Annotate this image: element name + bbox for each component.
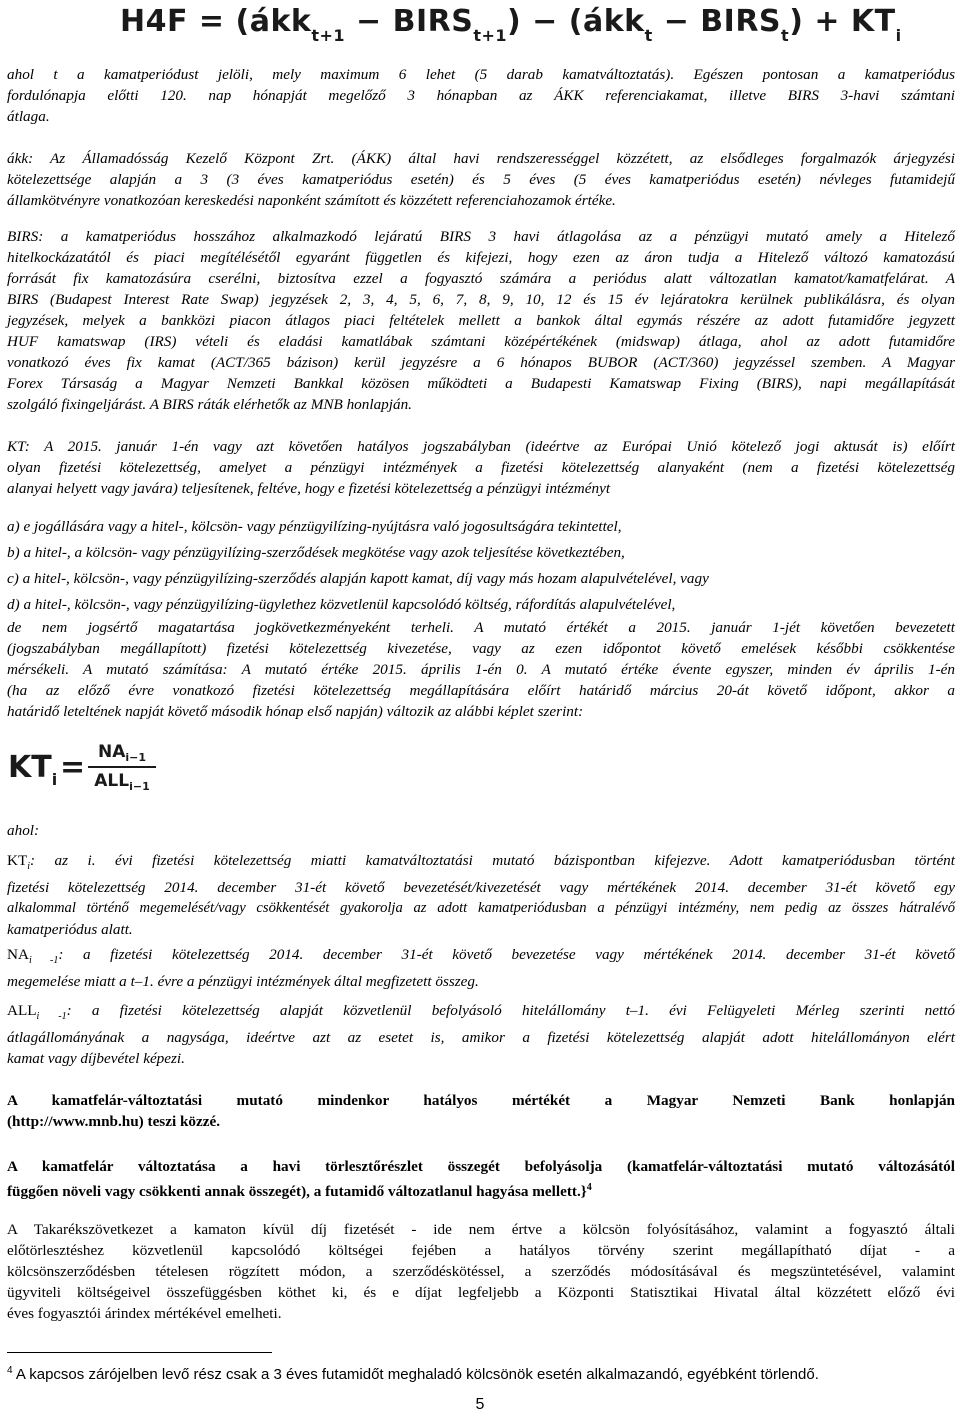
page-number: 5 xyxy=(475,1396,485,1413)
term-subscript: i -1 xyxy=(36,1011,67,1023)
all-definition xyxy=(7,1000,955,1069)
text-line: határidő leteltének napját követő második hónap első napján) változik az alábbi képlet szerint: xyxy=(7,703,584,720)
fee-paragraph xyxy=(7,1219,955,1324)
text-line: kamatperiódus alatt. xyxy=(7,921,133,939)
condition-list xyxy=(7,514,955,618)
text-line: kötelezettsége alapján a 3 (3 éves kamatperiódus esetén) és 5 éves (5 éves kamatperiódus esetén) névleges futamidejű xyxy=(7,171,955,188)
term-subscript: i -1 xyxy=(28,955,59,967)
formula-subscript: t+1 xyxy=(311,26,346,45)
text-line: (jogszabályban megállapított) fizetési kötelezettség kivezetése, vagy az ezen időpontot követő emelések későbbi csökkentése xyxy=(7,640,955,657)
text-line xyxy=(7,1000,955,1027)
formula-subscript: t xyxy=(644,26,653,45)
formula-part: − BIRS xyxy=(652,4,782,39)
text-line: jegyzések, melyek a bankközi piacon átlagos piaci feltételek mellett a bankok által egymás részére az adott futamidőre jegyzett xyxy=(7,312,955,329)
text-line: (http://www.mnb.hu) teszi közzé. xyxy=(7,1113,221,1130)
term-label: KT xyxy=(7,852,28,869)
text-line: forrását fix kamatozásúra cserélni, biztosítva ezzel a fogyasztó számára a periódus alatt változatlan kamatot/kamatfelárat. A xyxy=(7,270,955,287)
text-line: ahol: xyxy=(7,822,40,839)
mutato-paragraph xyxy=(7,617,955,722)
footnote-number: 4 xyxy=(7,1365,13,1376)
footnote-separator xyxy=(7,1352,272,1353)
text-line: átlagállományának a nagysága, ideértve azt az esetet is, amikor a fizetési kötelezettség alapját adott hitelállományon elért xyxy=(7,1029,955,1047)
formula-subscript: i−1 xyxy=(129,780,150,793)
text-line: szolgáló fixingeljárást. A BIRS ráták elérhetők az MNB honlapján. xyxy=(7,396,412,413)
list-item: a) e jogállására vagy a hitel-, kölcsön- vagy pénzügyilízing-nyújtásra való jogosultságára tekintettel, xyxy=(7,518,622,535)
formula-subscript: i−1 xyxy=(125,751,147,764)
kti-definition xyxy=(7,850,955,940)
text-line: ákk: Az Államadósság Kezelő Központ Zrt. (ÁKK) által havi rendszerességgel közzétett, az elsődleges forgalmazók árjegyzési xyxy=(7,150,955,167)
formula-part: ) + KT xyxy=(789,4,896,39)
intro-paragraph xyxy=(7,64,955,127)
text-line xyxy=(7,850,955,877)
text-line: vonatkozó éves fix kamat (ACT/365 bázison) kerül jegyzésre a 6 hónapos BUBOR (ACT/360) jegyzéssel szemben. A Magyar xyxy=(7,354,955,371)
text-line xyxy=(7,1177,955,1202)
text-line: de nem jogsértő magatartása jogkövetkezményeként terheli. A mutató értékét a 2015. január 1-jét követően bevezetett xyxy=(7,619,955,636)
formula-subscript: i xyxy=(51,770,58,789)
fraction-bar xyxy=(88,766,156,768)
text-line: előtörlesztéshez közvetlenül kapcsolódó költségei fejében a hatályos törvény szerint megállapítható díjat - a xyxy=(7,1242,955,1259)
text-line: BIRS (Budapest Interest Rate Swap) jegyzések 2, 3, 4, 5, 6, 7, 8, 9, 10, 12 és 15 év lejáratokra kerülnek publikálásra, és olyan xyxy=(7,291,955,308)
text-line: KT: A 2015. január 1-én vagy azt követően hatályos jogszabályban (ideértve az Európai Unió kötelező jogi aktusát is) előírt xyxy=(7,438,955,455)
term-label: NA xyxy=(7,946,29,963)
text-line xyxy=(7,944,955,971)
text-line: BIRS: a kamatperiódus hosszához alkalmazkodó lejáratú BIRS 3 havi átlagolása az a pénzügyi mutató amely a Hitelező xyxy=(7,228,955,245)
fraction xyxy=(88,742,156,793)
akk-definition xyxy=(7,148,955,211)
text-line: államkötvényre vonatkozóan kereskedési naponként számított és közzétett referenciahozamok értéke. xyxy=(7,192,616,209)
footnote-text: A kapcsos zárójelben levő rész csak a 3 éves futamidőt meghaladó kölcsönök esetén alkalmazandó, egyébként törlendő. xyxy=(12,1366,819,1383)
birs-definition xyxy=(7,226,955,415)
denominator xyxy=(88,771,156,793)
formula-symbol: ALL xyxy=(94,771,130,791)
list-item: d) a hitel-, kölcsön-, vagy pénzügyilízing-ügylethez közvetlenül kapcsolódó költség, ráfordítás alapulvételével, xyxy=(7,596,676,613)
text-line: kamat vagy díjbevétel képezi. xyxy=(7,1050,185,1068)
mnb-publication-note xyxy=(7,1090,955,1132)
text-line: A kamatfelár változtatása a havi törlesztőrészlet összegét befolyásolja (kamatfelár-változtatási mutató változásától xyxy=(7,1158,955,1175)
term-text: : a fizetési kötelezettség 2014. december 31-ét követő bevezetése vagy mértékének 2014. december 31-ét követő xyxy=(58,946,955,963)
formula-subscript: t xyxy=(781,26,790,45)
text-line: HUF kamatswap (IRS) vételi és eladási kamatlábak számtani középértékének (midswap) átlaga, ahol az adott futamidőre xyxy=(7,333,955,350)
formula-symbol: KT xyxy=(8,750,52,785)
formula-part: ) − (ákk xyxy=(507,4,645,39)
text-line: kölcsönszerződésben tételesen rögzített módon, a szerződéskötéssel, a szerződés módosításával és megszüntetésével, valamint xyxy=(7,1263,955,1280)
text-line: megemelése miatt a t–1. évre a pénzügyi intézmények által megfizetett összeg. xyxy=(7,973,479,991)
formula-lhs: H4F xyxy=(120,4,188,39)
text-line: Forex Társaság a Magyar Nemzeti Bankkal közösen működteti a Budapesti Kamatswap Fixing (BIRS), napi megállapítását xyxy=(7,375,955,392)
list-item: c) a hitel-, kölcsön-, vagy pénzügyilízing-szerződés alapján kapott kamat, díj vagy más hozam alapulvételével, vagy xyxy=(7,570,709,587)
text-line: olyan fizetési kötelezettség, amelyet a pénzügyi intézmények a fizetési kötelezettség alanyaként (nem a fizetési kötelezettség xyxy=(7,459,955,476)
formula-subscript: i xyxy=(895,26,902,45)
formula-part: = (ákk xyxy=(187,4,312,39)
h4f-formula xyxy=(120,4,902,44)
formula-subscript: t+1 xyxy=(473,26,508,45)
text-line: alkalommal történő megemelését/vagy csökkentését gyakorolja az adott kamatperiódusban a pénzügyi intézmény, nem pedig az összes hátralévő xyxy=(7,900,955,917)
text-line: (ha az előző évre vonatkozó fizetési kötelezettség megállapítására előírt határidő március 20-át követő időpont, akkor a xyxy=(7,682,955,699)
formula-part: − BIRS xyxy=(345,4,474,39)
list-item: b) a hitel-, a kölcsön- vagy pénzügyilízing-szerződések megkötése vagy azok teljesítése következtében, xyxy=(7,544,625,561)
term-label: ALL xyxy=(7,1002,37,1019)
installment-effect-note xyxy=(7,1156,955,1202)
equals-sign: = xyxy=(60,750,86,785)
text-line: fordulónapja előtti 120. nap hónapját megelőző 3 hónapban az ÁKK referenciakamat, illetve BIRS 3-havi számtani xyxy=(7,87,955,104)
footnote-marker[interactable]: 4 xyxy=(586,1182,592,1193)
text-line: alanyai helyett vagy javára) teljesítenek, feltéve, hogy e fizetési kötelezettség a pénzügyi intézményt xyxy=(7,480,611,497)
term-text: : az i. évi fizetési kötelezettség miatti kamatváltoztatási mutató bázispontban kifejezve. Adott kamatperiódusban történt xyxy=(30,852,955,869)
formula-symbol: NA xyxy=(97,742,126,762)
text-line: átlaga. xyxy=(7,108,50,125)
text-line: fizetési kötelezettség 2014. december 31-ét követő bevezetését/kivezetését vagy mértékének 2014. december 31-ét követő egy xyxy=(7,879,955,897)
term-text: : a fizetési kötelezettség alapját közvetlenül befolyásoló hitelállomány t–1. évi Felügyeleti Mérleg szerinti nettó xyxy=(66,1002,956,1019)
term-subscript: i xyxy=(27,861,31,873)
text-line: éves fogyasztói árindex mértékével emelheti. xyxy=(7,1305,282,1322)
ahol-label xyxy=(7,820,955,841)
text-segment: függően növeli vagy csökkenti annak összegét), a futamidő változatlanul hagyása mellett.} xyxy=(7,1183,587,1200)
text-line: ahol t a kamatperiódust jelöli, mely maximum 6 lehet (5 darab kamatváltoztatás). Egészen pontosan a kamatperiódus xyxy=(7,66,955,83)
text-line: A kamatfelár-változtatási mutató mindenkor hatályos mértékét a Magyar Nemzeti Bank honlapján xyxy=(7,1092,955,1109)
kt-definition xyxy=(7,436,955,499)
text-line: mérsékeli. A mutató számítása: A mutató értéke 2015. április 1-én 0. A mutató értéke évente egyszer, minden év április 1-én xyxy=(7,661,955,678)
text-line: hitelkockázatától és piaci megítélésétől egyaránt független és kifejezi, hogy ezen az áron tudja a Hitelező változó kamatozású xyxy=(7,249,955,266)
text-line: ügyviteli költségeivel összefüggésben köthet ki, és e díjat legfeljebb a Központi Statisztikai Hivatal által közzétett előző évi xyxy=(7,1284,955,1301)
footnote xyxy=(7,1361,955,1385)
kt-formula-lhs xyxy=(8,750,57,789)
text-line: A Takarékszövetkezet a kamaton kívül díj fizetését - ide nem értve a kölcsön folyósításához, valamint a fogyasztó általi xyxy=(7,1221,955,1238)
na-definition xyxy=(7,944,955,992)
numerator xyxy=(88,742,156,764)
